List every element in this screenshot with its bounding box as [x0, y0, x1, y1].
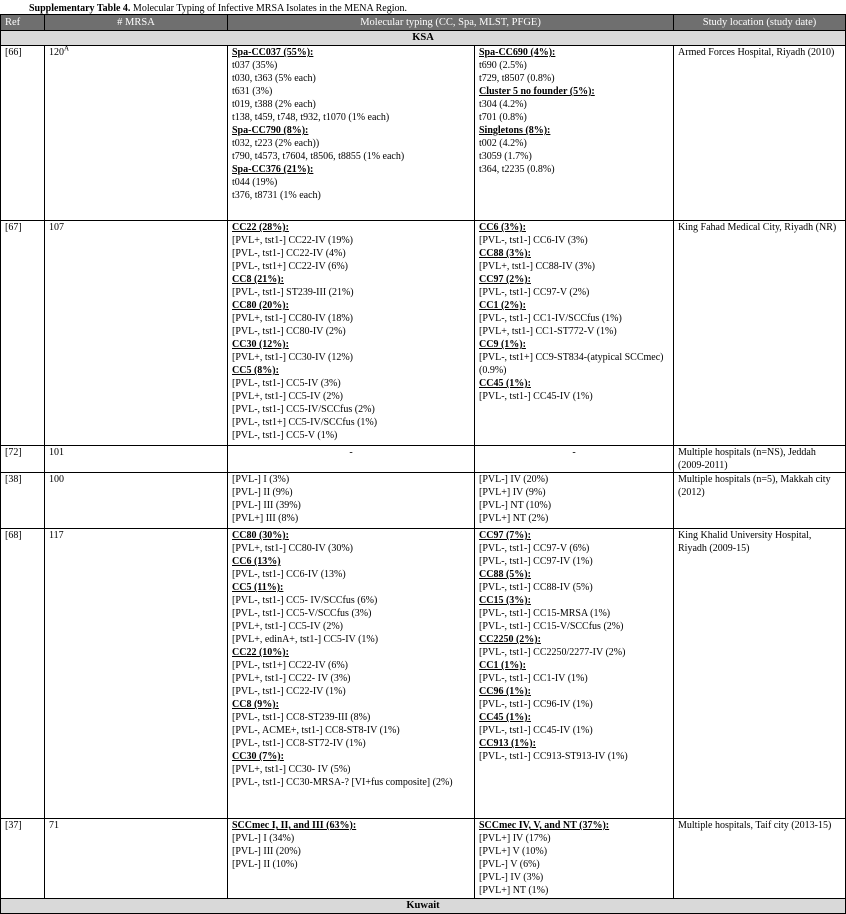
typing-entry: [PVL-] IV (3%) — [479, 872, 544, 883]
typing-entry: [PVL-, tst1-] CC97-IV (1%) — [479, 556, 593, 567]
location-cell: Multiple hospitals (n=5), Makkah city (2012) — [674, 473, 846, 529]
typing-entry: [PVL-, tst1-] CC5-IV (3%) — [232, 378, 341, 389]
table-row — [1, 529, 846, 819]
typing-entry: [PVL-, tst1-] CC15-V/SCCfus (2%) — [479, 621, 624, 632]
ref-cell: [37] — [1, 819, 45, 899]
typing-group-heading: CC88 (5%): — [479, 569, 531, 580]
typing-group-heading: CC22 (10%): — [232, 647, 289, 658]
typing-entry: [PVL+] V (10%) — [479, 846, 548, 857]
typing-entry: [PVL-] II (9%) — [232, 487, 293, 498]
table-row — [1, 473, 846, 529]
region-ksa: KSA — [1, 31, 846, 46]
typing-entry: [PVL-, tst1-] CC80-IV (2%) — [232, 326, 346, 337]
typing-entry: t019, t388 (2% each) — [232, 99, 316, 110]
typing-entry: [PVL-, tst1-] CC8-ST239-III (8%) — [232, 712, 371, 723]
typing-group-heading: CC96 (1%): — [479, 686, 531, 697]
typing-entry: [PVL+, tst1-] CC22-IV (19%) — [232, 235, 354, 246]
table-row — [1, 221, 846, 446]
typing-left — [228, 46, 475, 221]
typing-entry: [PVL-, tst1+] CC22-IV (6%) — [232, 660, 349, 671]
typing-group-heading: CC15 (3%): — [479, 595, 531, 606]
typing-entry: t376, t8731 (1% each) — [232, 190, 321, 201]
typing-group-heading: Cluster 5 no founder (5%): — [479, 86, 595, 97]
typing-entry: [PVL+, tst1-] CC1-ST772-V (1%) — [479, 326, 617, 337]
typing-group-heading: CC1 (1%): — [479, 660, 526, 671]
typing-left — [228, 221, 475, 446]
typing-entry: [PVL-, tst1-] CC45-IV (1%) — [479, 391, 593, 402]
mrsa-cell: 100 — [45, 473, 228, 529]
typing-entry: [PVL-] II (10%) — [232, 859, 298, 870]
location-cell: King Fahad Medical City, Riyadh (NR) — [674, 221, 846, 446]
mrsa-cell: 71 — [45, 819, 228, 899]
typing-entry: [PVL-, tst1-] CC88-IV (5%) — [479, 582, 593, 593]
typing-group-heading: SCCmec I, II, and III (63%): — [232, 820, 357, 831]
typing-entry: t032, t223 (2% each)) — [232, 138, 320, 149]
typing-group-heading: Spa-CC376 (21%): — [232, 164, 314, 175]
typing-entry: t701 (0.8%) — [479, 112, 527, 123]
typing-group-heading: CC8 (9%): — [232, 699, 279, 710]
typing-group-heading: CC80 (20%): — [232, 300, 289, 311]
typing-entry: t138, t459, t748, t932, t1070 (1% each) — [232, 112, 390, 123]
region-row-kuwait — [1, 899, 846, 914]
typing-entry: [PVL-] I (3%) — [232, 474, 290, 485]
caption-text: Molecular Typing of Infective MRSA Isolates in the MENA Region. — [130, 3, 407, 14]
region-kuwait: Kuwait — [1, 899, 846, 914]
typing-right — [475, 819, 674, 899]
typing-entry: [PVL+, tst1-] CC30- IV (5%) — [232, 764, 351, 775]
typing-entry: [PVL-, tst1-] CC5-V/SCCfus (3%) — [232, 608, 372, 619]
mrsa-typing-table — [0, 14, 846, 914]
typing-entry: t690 (2.5%) — [479, 60, 527, 71]
typing-entry: [PVL-] III (20%) — [232, 846, 301, 857]
typing-group-heading: CC9 (1%): — [479, 339, 526, 350]
typing-right — [475, 221, 674, 446]
typing-entry: [PVL+] III (8%) — [232, 513, 299, 524]
ref-cell: [68] — [1, 529, 45, 819]
typing-group-heading: CC30 (7%): — [232, 751, 284, 762]
typing-entry: [PVL+, tst1-] CC80-IV (30%) — [232, 543, 354, 554]
typing-group-heading: SCCmec IV, V, and NT (37%): — [479, 820, 610, 831]
mrsa-cell: 107 — [45, 221, 228, 446]
typing-group-heading: CC97 (7%): — [479, 530, 531, 541]
typing-group-heading: Spa-CC037 (55%): — [232, 47, 314, 58]
typing-group-heading: CC22 (28%): — [232, 222, 289, 233]
typing-entry: [PVL+, tst1-] CC5-IV (2%) — [232, 621, 344, 632]
header-location: Study location (study date) — [674, 15, 846, 31]
mrsa-cell: 101 — [45, 446, 228, 473]
typing-group-heading: CC1 (2%): — [479, 300, 526, 311]
typing-group-heading: Spa-CC790 (8%): — [232, 125, 309, 136]
typing-entry: [PVL-, tst1-] CC1-IV (1%) — [479, 673, 588, 684]
typing-entry: [PVL-, tst1-] CC15-MRSA (1%) — [479, 608, 611, 619]
location-cell: Multiple hospitals, Taif city (2013-15) — [674, 819, 846, 899]
typing-entry: [PVL+, tst1-] CC30-IV (12%) — [232, 352, 354, 363]
typing-entry: t002 (4.2%) — [479, 138, 527, 149]
typing-entry: [PVL+] NT (2%) — [479, 513, 549, 524]
typing-entry: [PVL-, tst1-] CC5-IV/SCCfus (2%) — [232, 404, 375, 415]
typing-group-heading: CC45 (1%): — [479, 712, 531, 723]
ref-cell: [72] — [1, 446, 45, 473]
typing-entry: t631 (3%) — [232, 86, 273, 97]
typing-left — [228, 473, 475, 529]
typing-group-heading: CC2250 (2%): — [479, 634, 541, 645]
typing-entry: [PVL+] IV (17%) — [479, 833, 551, 844]
typing-entry: [PVL-] V (6%) — [479, 859, 540, 870]
typing-entry: t790, t4573, t7604, t8506, t8855 (1% each) — [232, 151, 405, 162]
table-row — [1, 446, 846, 473]
typing-entry: [PVL-, tst1-] CC97-V (2%) — [479, 287, 590, 298]
typing-group-heading: CC8 (21%): — [232, 274, 284, 285]
typing-group-heading: CC88 (3%): — [479, 248, 531, 259]
typing-entry: t044 (19%) — [232, 177, 278, 188]
typing-group-heading: Spa-CC690 (4%): — [479, 47, 556, 58]
typing-left-dash: - — [228, 446, 475, 473]
typing-entry: t364, t2235 (0.8%) — [479, 164, 555, 175]
typing-entry: [PVL-] IV (20%) — [479, 474, 549, 485]
typing-left — [228, 529, 475, 819]
location-cell: Armed Forces Hospital, Riyadh (2010) — [674, 46, 846, 221]
typing-entry: [PVL-, tst1-] CC8-ST72-IV (1%) — [232, 738, 366, 749]
typing-entry: [PVL-, tst1-] CC96-IV (1%) — [479, 699, 593, 710]
typing-entry: [PVL-, tst1+] CC22-IV (6%) — [232, 261, 349, 272]
typing-entry: [PVL-, tst1-] CC6-IV (13%) — [232, 569, 346, 580]
location-cell: Multiple hospitals (n=NS), Jeddah (2009-2011) — [674, 446, 846, 473]
typing-entry: t304 (4.2%) — [479, 99, 527, 110]
typing-entry: [PVL+, tst1-] CC5-IV (2%) — [232, 391, 344, 402]
typing-right-dash: - — [475, 446, 674, 473]
header-row — [1, 15, 846, 31]
typing-entry: [PVL+, edinA+, tst1-] CC5-IV (1%) — [232, 634, 379, 645]
typing-group-heading: CC45 (1%): — [479, 378, 531, 389]
typing-entry: t3059 (1.7%) — [479, 151, 532, 162]
mrsa-footnote: A — [64, 44, 70, 53]
typing-group-heading: CC6 (3%): — [479, 222, 526, 233]
typing-entry: [PVL-, tst1-] CC6-IV (3%) — [479, 235, 588, 246]
typing-entry: [PVL-] III (39%) — [232, 500, 301, 511]
ref-cell: [67] — [1, 221, 45, 446]
typing-entry: [PVL+, tst1-] CC80-IV (18%) — [232, 313, 354, 324]
typing-entry: [PVL+, tst1-] CC22- IV (3%) — [232, 673, 351, 684]
ref-cell: [66] — [1, 46, 45, 221]
typing-entry: [PVL-, tst1-] CC22-IV (1%) — [232, 686, 346, 697]
typing-right — [475, 529, 674, 819]
typing-entry: t037 (35%) — [232, 60, 278, 71]
typing-entry: [PVL-, tst1-] ST239-III (21%) — [232, 287, 354, 298]
header-typing: Molecular typing (CC, Spa, MLST, PFGE) — [228, 15, 674, 31]
typing-group-heading: CC80 (30%): — [232, 530, 289, 541]
typing-group-heading: CC5 (8%): — [232, 365, 279, 376]
typing-entry: [PVL-, tst1-] CC97-V (6%) — [479, 543, 590, 554]
typing-entry: [PVL-, tst1-] CC5- IV/SCCfus (6%) — [232, 595, 378, 606]
ref-cell: [38] — [1, 473, 45, 529]
typing-entry: [PVL+] NT (1%) — [479, 885, 549, 896]
location-cell: King Khalid University Hospital, Riyadh (2009-15) — [674, 529, 846, 819]
typing-entry: [PVL-, tst1+] CC9-ST834-(atypical SCCmec) (0.9%) — [479, 352, 664, 376]
typing-group-heading: Singletons (8%): — [479, 125, 551, 136]
typing-right — [475, 473, 674, 529]
typing-entry: [PVL-, tst1+] CC5-IV/SCCfus (1%) — [232, 417, 378, 428]
typing-entry: [PVL+, tst1-] CC88-IV (3%) — [479, 261, 596, 272]
typing-group-heading: CC97 (2%): — [479, 274, 531, 285]
typing-entry: [PVL-, tst1-] CC2250/2277-IV (2%) — [479, 647, 626, 658]
typing-entry: [PVL-, ACME+, tst1-] CC8-ST8-IV (1%) — [232, 725, 400, 736]
typing-group-heading: CC913 (1%): — [479, 738, 536, 749]
caption-label: Supplementary Table 4. — [29, 3, 131, 14]
typing-left — [228, 819, 475, 899]
header-ref: Ref — [1, 15, 45, 31]
header-mrsa: # MRSA — [45, 15, 228, 31]
typing-right — [475, 46, 674, 221]
typing-entry: [PVL-, tst1-] CC913-ST913-IV (1%) — [479, 751, 628, 762]
table-row — [1, 46, 846, 221]
typing-entry: [PVL+] IV (9%) — [479, 487, 546, 498]
typing-entry: [PVL-, tst1-] CC45-IV (1%) — [479, 725, 593, 736]
typing-entry: [PVL-, tst1-] CC22-IV (4%) — [232, 248, 346, 259]
typing-group-heading: CC6 (13%) — [232, 556, 281, 567]
typing-entry: [PVL-, tst1-] CC5-V (1%) — [232, 430, 338, 441]
typing-group-heading: CC5 (11%): — [232, 582, 284, 593]
mrsa-cell: $120^A$ — [45, 46, 228, 221]
typing-entry: [PVL-, tst1-] CC30-MRSA-? [VI+fus composite] (2%) — [232, 777, 453, 788]
typing-entry: t729, t8507 (0.8%) — [479, 73, 555, 84]
mrsa-cell: 117 — [45, 529, 228, 819]
typing-group-heading: CC30 (12%): — [232, 339, 289, 350]
typing-entry: [PVL-, tst1-] CC1-IV/SCCfus (1%) — [479, 313, 622, 324]
typing-entry: [PVL-] I (34%) — [232, 833, 295, 844]
typing-entry: [PVL-] NT (10%) — [479, 500, 552, 511]
table-row — [1, 819, 846, 899]
typing-entry: t030, t363 (5% each) — [232, 73, 316, 84]
region-row-ksa — [1, 31, 846, 46]
